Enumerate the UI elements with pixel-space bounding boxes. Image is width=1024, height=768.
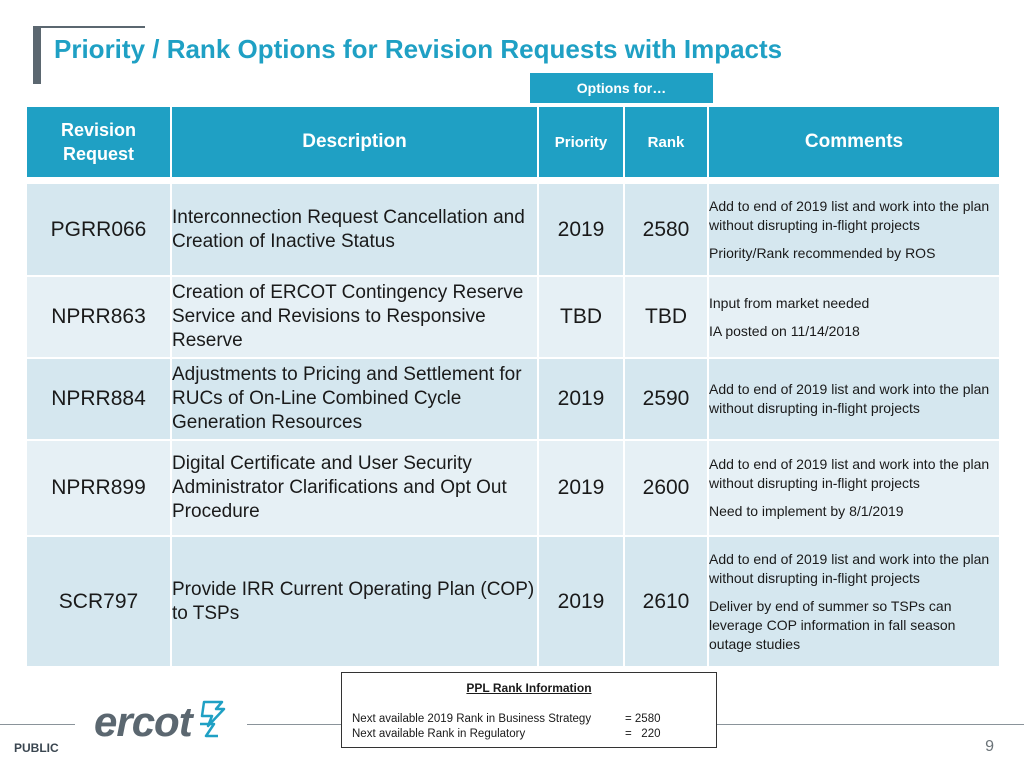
ppl-line <box>352 728 661 740</box>
revision-request-table <box>25 105 1001 668</box>
comment: Add to end of 2019 list and work into the plan without disrupting in-flight projects <box>709 456 990 491</box>
ercot-lightning-icon <box>196 700 226 744</box>
request-priority: 2019 <box>538 440 624 536</box>
request-rank: 2600 <box>624 440 708 536</box>
header-priority: Priority <box>538 106 624 178</box>
title-accent-bar <box>33 26 41 84</box>
comment: Add to end of 2019 list and work into the plan without disrupting in-flight projects <box>709 381 990 416</box>
ppl-label: Next available 2019 Rank in Business Strategy <box>352 713 592 725</box>
ppl-value: = 2580 <box>625 713 661 725</box>
comment: Add to end of 2019 list and work into the plan without disrupting in-flight projects <box>709 550 990 586</box>
request-rank: 2580 <box>624 183 708 276</box>
logo-wordmark: ercot <box>94 698 192 745</box>
request-id: NPRR884 <box>26 358 171 440</box>
request-description: Digital Certificate and User Security Administrator Clarifications and Opt Out Procedure <box>171 440 538 536</box>
table-row <box>26 440 1000 536</box>
request-priority: 2019 <box>538 536 624 667</box>
request-rank: 2590 <box>624 358 708 440</box>
comment: Priority/Rank recommended by ROS <box>709 244 936 261</box>
header-revision-request: Revision Request <box>26 106 171 178</box>
ppl-rank-info-box <box>341 672 717 748</box>
footer-divider <box>247 724 341 725</box>
table-row <box>26 276 1000 358</box>
comment: Add to end of 2019 list and work into the plan without disrupting in-flight projects <box>709 197 990 233</box>
request-id: NPRR863 <box>26 276 171 358</box>
request-id: PGRR066 <box>26 183 171 276</box>
comment: Need to implement by 8/1/2019 <box>709 503 904 519</box>
request-priority: 2019 <box>538 183 624 276</box>
request-priority: TBD <box>538 276 624 358</box>
footer-divider <box>716 724 1024 725</box>
page-number: 9 <box>985 738 994 755</box>
request-id: SCR797 <box>26 536 171 667</box>
table-row <box>26 358 1000 440</box>
request-comments <box>708 536 1000 667</box>
request-id: NPRR899 <box>26 440 171 536</box>
table-header-row <box>26 106 1000 178</box>
request-rank: TBD <box>624 276 708 358</box>
header-comments: Comments <box>708 106 1000 178</box>
request-description: Creation of ERCOT Contingency Reserve Service and Revisions to Responsive Reserve <box>171 276 538 358</box>
comment: IA posted on 11/14/2018 <box>709 322 860 339</box>
comment: Deliver by end of summer so TSPs can leverage COP information in fall season outage studies <box>709 597 956 652</box>
table-row <box>26 183 1000 276</box>
comment: Input from market needed <box>709 294 870 311</box>
header-description: Description <box>171 106 538 178</box>
request-priority: 2019 <box>538 358 624 440</box>
ppl-title: PPL Rank Information <box>466 681 592 695</box>
ercot-logo <box>94 698 226 746</box>
request-description: Adjustments to Pricing and Settlement for RUCs of On-Line Combined Cycle Generation Resources <box>171 358 538 440</box>
request-comments <box>708 183 1000 276</box>
request-comments <box>708 440 1000 536</box>
classification-label: PUBLIC <box>14 741 59 755</box>
request-comments <box>708 276 1000 358</box>
ppl-label: Next available Rank in Regulatory <box>352 728 526 740</box>
request-description: Provide IRR Current Operating Plan (COP) to TSPs <box>171 536 538 667</box>
request-rank: 2610 <box>624 536 708 667</box>
header-rank: Rank <box>624 106 708 178</box>
ppl-line <box>352 713 661 725</box>
options-for-label: Options for… <box>530 73 713 103</box>
ppl-value: = 220 <box>625 728 661 740</box>
footer-divider <box>0 724 75 725</box>
page-title: Priority / Rank Options for Revision Requests with Impacts <box>54 34 783 64</box>
request-comments <box>708 358 1000 440</box>
table-row <box>26 536 1000 667</box>
request-description: Interconnection Request Cancellation and Creation of Inactive Status <box>171 183 538 276</box>
title-accent-line <box>41 26 145 28</box>
